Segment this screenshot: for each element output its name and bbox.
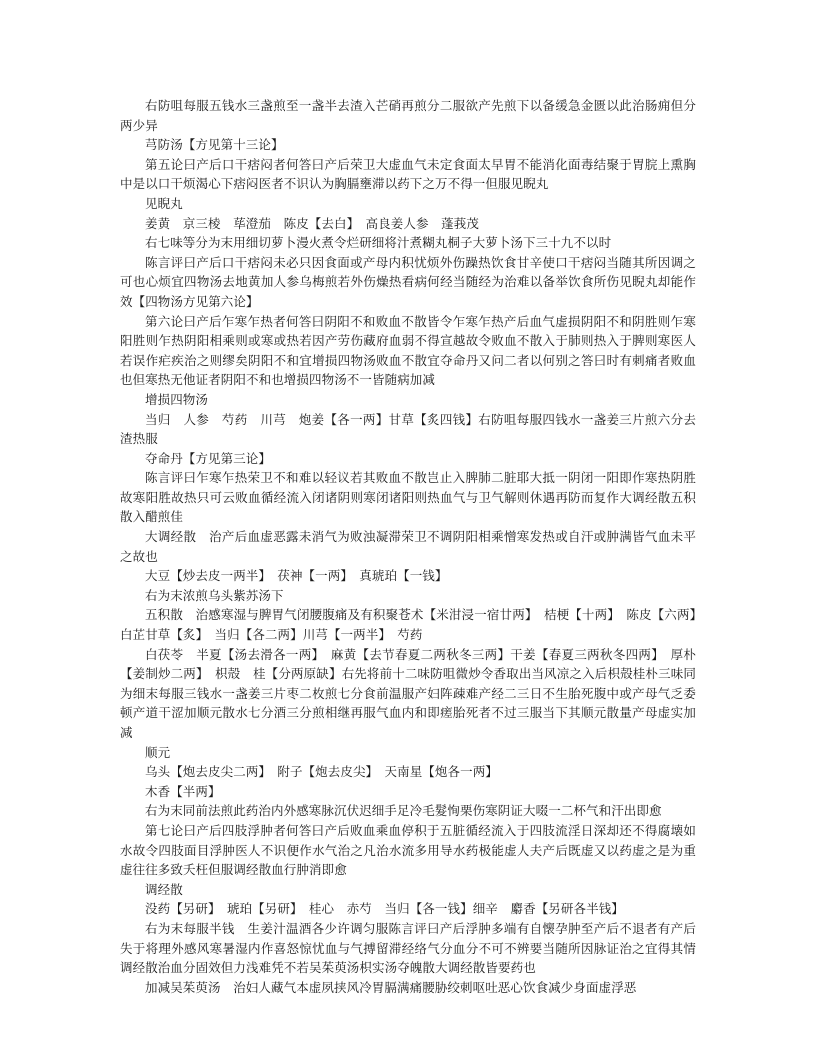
- ingredient-line: 木香【半两】: [145, 783, 221, 799]
- formula-title: 增损四物汤: [145, 391, 209, 407]
- paragraph: 陈言评曰产后口干痞闷未必只因食面或产母内积忧烦外伤躁热饮食甘辛使口干痞闷当随其所因调之可也心烦宜四物汤去地黄加人参乌梅煎若外伤燥热看病何经当随经为治难以备举饮食所伤见睨丸却能作效【四物汤方见第六论】: [120, 254, 696, 309]
- ingredient-line: 没药【另研】 琥珀【另研】 桂心 赤芍 当归【各一钱】细辛 麝香【另研各半钱】: [145, 901, 624, 917]
- paragraph: 第七论曰产后四肢浮肿者何答曰产后败血乘血停积于五脏循经流入于四肢流淫日深却还不得腐壊如水故令四肢面目浮肿医人不识便作水气治之凡治水流多用导水药极能虚人夫产后既虚又以药虚之是为重虚往往多致夭枉但服调经散血行肿消即愈: [120, 822, 696, 878]
- paragraph: 右为末同前法煎此药治内外感寒脉沉伏迟细手足冷毛髮恂栗伤寒阴证大啜一二杯气和汗出即愈: [145, 803, 662, 819]
- formula-title: 调经散: [145, 881, 183, 897]
- formula-title: 夺命丹【方见第三论】: [145, 450, 272, 466]
- paragraph: 大调经散 治产后血虚恶露未消气为败浊凝滞荣卫不调阴阳相乘憎寒发热或自汗或肿满皆气血未平之故也: [120, 529, 696, 564]
- formula-title: 顺元: [145, 744, 171, 760]
- paragraph: 第六论曰产后乍寒乍热者何答曰阴阳不和败血不散皆令乍寒乍热产后血气虚损阴阳不和阴胜则乍寒阳胜则乍热阴阳相乘则或寒或热若因产劳伤藏府血弱不得宣越故令败血不散入于肺则热入于脾则寒医人若误作疟疾治之则缪矣阴阳不和宜增损四物汤败血不散宜夺命丹又问二者以何别之答曰时有刺痛者败血也但寒热无他证者阴阳不和也增损四物汤不一皆随病加减: [120, 313, 696, 388]
- ingredient-line: 乌头【炮去皮尖二两】 附子【炮去皮尖】 天南星【炮各一两】: [145, 764, 498, 780]
- paragraph: 加减吴茱萸汤 治妇人藏气本虚夙挟风冷胃膈满痛腰胁绞刺呕吐恶心饮食减少身面虚浮恶: [145, 979, 637, 995]
- paragraph: 陈言评曰乍寒乍热荣卫不和难以轻议若其败血不散岂止入脾肺二脏耶大抵一阴闭一阳即作寒热阴胜故寒阳胜故热只可云败血循经流入闭诸阴则寒闭诸阳则热血气与卫气解则休遇再防而复作大调经散五积散入醋煎佳: [120, 470, 696, 525]
- paragraph: 右防咀每服五钱水三盏煎至一盏半去渣入芒硝再煎分二服欲产先煎下以备缓急金匮以此治肠痈但分两少异: [120, 98, 696, 133]
- paragraph: 五积散 治感寒湿与脾胃气闭腰腹痛及有积聚苍术【米泔浸一宿廿两】 桔梗【十两】 陈皮【六两】 白芷甘草【炙】 当归【各二两】川芎【一两半】 芍药: [120, 607, 709, 643]
- paragraph: 第五论曰产后口干痞闷者何答曰产后荣卫大虚血气未定食面太早胃不能消化面毒结聚于胃脘上熏胸中是以口干烦渴心下痞闷医者不识认为胸膈壅滞以药下之万不得一但服见睨丸: [120, 156, 696, 192]
- paragraph: 白茯苓 半夏【汤去滑各一两】 麻黄【去节春夏二两秋冬三两】干姜【春夏三两秋冬四两】 厚朴【姜制炒二两】 枳殻 桂【分两原缺】右先将前十二味防咀微炒令香取出当风凉之入后枳殻桂朴三味同为细末每服三钱水一盏姜三片枣二枚煎七分食前温服产妇阵疎难产经二三日不生胎死腹中或产母气乏委顿产道干涩加顺元散水七分酒三分煎相继再服气血内和即瘥胎死者不过三服当下其顺元散量产母虚实加减: [120, 646, 696, 740]
- ingredient-line: 大豆【炒去皮一两半】 茯神【一两】 真琥珀【一钱】: [145, 568, 448, 584]
- formula-title: 见睨丸: [145, 195, 183, 211]
- paragraph: 右为末每服半钱 生姜汁温酒各少许调匀服陈言评曰产后浮肿多端有自懐孕肿至产后不退者有产后失于将理外感风寒暑湿内作喜怒惊忧血与气搏留滞经络气分血分不可不辨要当随所因脉证治之宜得其情调经散治血分固效但力浅难凭不若吴茱萸汤枳实汤夺魄散大调经散皆要药也: [120, 920, 696, 976]
- paragraph: 右七味等分为末用细切萝卜漫火煮令烂研细将汁煮糊丸桐子大萝卜汤下三十九不以时: [145, 235, 612, 251]
- document-page: [120, 96, 709, 997]
- ingredient-line: 当归 人参 芍药 川芎 炮姜【各一两】甘草【炙四钱】右防咀每服四钱水一盏姜三片煎六分去渣热服: [120, 411, 696, 447]
- paragraph: 右为末浓煎乌头紫苏汤下: [145, 587, 284, 603]
- formula-title: 芎防汤【方见第十三论】: [145, 137, 284, 153]
- ingredient-line: 姜黄 京三棱 荜澄茄 陈皮【去白】 高良姜人参 蓬莪茂: [145, 215, 479, 231]
